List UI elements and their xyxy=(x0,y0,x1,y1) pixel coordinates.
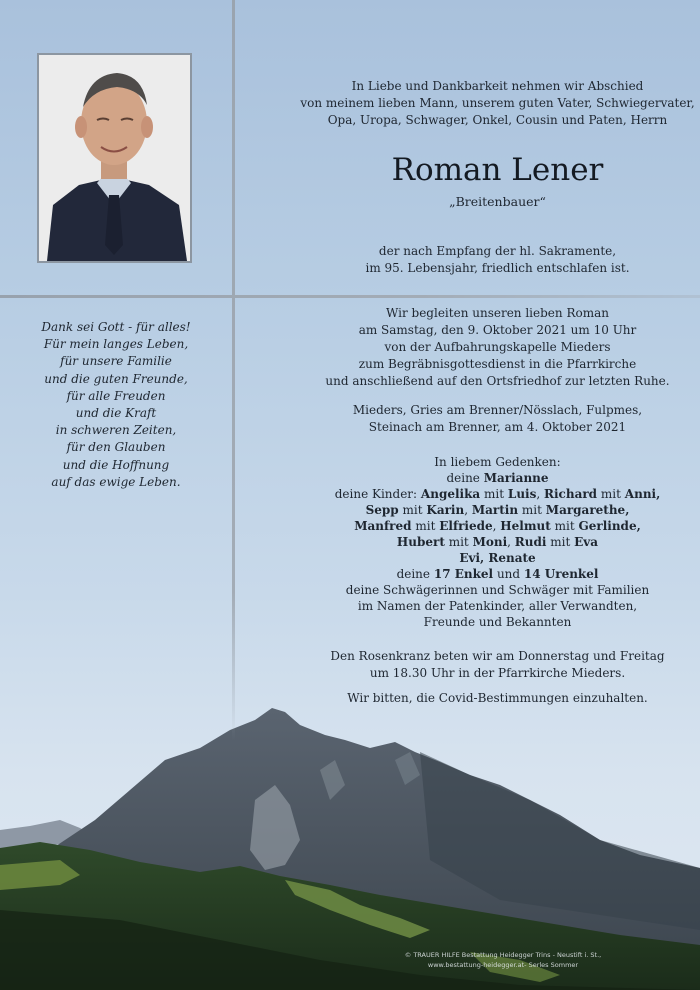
child-name: Hubert xyxy=(396,535,445,549)
child-name: Evi, Renate xyxy=(459,551,536,565)
poem-line: und die guten Freunde, xyxy=(44,371,188,386)
poem xyxy=(10,319,222,491)
poem-line: und die Kraft xyxy=(75,406,157,421)
child-name: Richard xyxy=(544,487,598,501)
mourners-grandchildren-line xyxy=(300,566,695,582)
children-prefix: deine Kinder: xyxy=(334,487,418,501)
child-name: Angelika xyxy=(420,487,481,501)
mit-word: mit xyxy=(550,535,571,549)
poem-line: für alle Freuden xyxy=(66,388,166,403)
deceased-nickname: „Breitenbauer“ xyxy=(449,194,546,209)
funeral-line: Wir begleiten unseren lieben Roman xyxy=(386,306,609,320)
partner-name: Eva xyxy=(574,535,599,549)
funeral-line: am Samstag, den 9. Oktober 2021 um 10 Uhr xyxy=(358,323,637,337)
poem-line: und die Hoffnung xyxy=(62,457,170,472)
place-and-date xyxy=(300,402,695,436)
funeral-details xyxy=(300,305,695,390)
child-name: Rudi xyxy=(514,535,547,549)
mourners-children-line xyxy=(300,550,695,566)
child-name: Sepp xyxy=(365,503,399,517)
intro-line: In Liebe und Dankbarkeit nehmen wir Abschied xyxy=(351,79,644,93)
partner-name: Moni xyxy=(472,535,508,549)
intro-line: Opa, Uropa, Schwager, Onkel, Cousin und Paten, Herrn xyxy=(327,113,668,127)
deceased-name: Roman Lener xyxy=(391,152,604,188)
wife-prefix: deine xyxy=(446,471,480,485)
great-grandchildren-count: 14 Urenkel xyxy=(523,567,599,581)
partner-name: Anni, xyxy=(624,487,661,501)
poem-line: auf das ewige Leben. xyxy=(51,474,181,489)
cross-vertical-bar xyxy=(232,0,235,740)
mit-word: mit xyxy=(521,503,542,517)
place-line: Mieders, Gries am Brenner/Nösslach, Fulpmes, xyxy=(352,403,643,417)
grand-prefix: deine xyxy=(396,567,431,581)
mit-word: mit xyxy=(484,487,505,501)
rosary-line: um 18.30 Uhr in der Pfarrkirche Mieders. xyxy=(369,666,626,680)
portrait-photo xyxy=(37,53,192,263)
mourners-children-line: deine Kinder: Angelika mit Luis, Richard mit Anni, xyxy=(334,487,661,501)
mourners-extra-line: Freunde und Bekannten xyxy=(423,615,572,629)
partner-name: Margarethe, xyxy=(545,503,630,517)
poem-line: für den Glauben xyxy=(66,440,166,455)
funeral-line: von der Aufbahrungskapelle Mieders xyxy=(384,340,611,354)
mourners-children-line: Sepp mit Karin, Martin mit Margarethe, xyxy=(365,503,630,517)
funeral-line: und anschließend auf den Ortsfriedhof zur letzten Ruhe. xyxy=(325,374,670,388)
mourners-wife-line xyxy=(300,470,695,486)
child-name: Helmut xyxy=(500,519,551,533)
death-line: im 95. Lebensjahr, friedlich entschlafen ist. xyxy=(365,261,630,275)
mourners-heading: In liebem Gedenken: xyxy=(434,455,561,469)
child-name: Manfred xyxy=(354,519,412,533)
covid-notice: Wir bitten, die Covid-Bestimmungen einzuhalten. xyxy=(347,691,648,705)
place-line: Steinach am Brenner, am 4. Oktober 2021 xyxy=(368,420,627,434)
mit-word: mit xyxy=(600,487,621,501)
intro-line: von meinem lieben Mann, unserem guten Vater, Schwiegervater, xyxy=(300,96,695,110)
mit-word: mit xyxy=(402,503,423,517)
mourners-extra-line: deine Schwägerinnen und Schwäger mit Familien xyxy=(345,583,650,597)
death-line: der nach Empfang der hl. Sakramente, xyxy=(378,244,617,258)
footer-line: www.bestattung-heidegger.at- Serles Sommer xyxy=(427,961,579,969)
cross-horizontal-bar xyxy=(0,295,700,298)
death-notice xyxy=(300,243,695,277)
mit-word: mit xyxy=(415,519,436,533)
poem-line: für unsere Familie xyxy=(60,354,172,369)
mit-word: mit xyxy=(448,535,469,549)
mountain-landscape-image xyxy=(0,690,700,990)
child-name: Martin xyxy=(471,503,519,517)
partner-name: Karin xyxy=(426,503,465,517)
and-word: und xyxy=(496,567,521,581)
rosary-notice xyxy=(300,648,695,682)
mourners-extra-line: im Namen der Patenkinder, aller Verwandten, xyxy=(357,599,638,613)
partner-name: Elfriede xyxy=(439,519,493,533)
mourners-list xyxy=(300,454,695,630)
partner-name: Gerlinde, xyxy=(578,519,641,533)
mourners-children-line: Hubert mit Moni, Rudi mit Eva xyxy=(396,535,599,549)
mit-word: mit xyxy=(554,519,575,533)
poem-line: in schweren Zeiten, xyxy=(55,423,177,438)
intro-text xyxy=(300,78,695,129)
rosary-line: Den Rosenkranz beten wir am Donnerstag und Freitag xyxy=(330,649,665,663)
footer-line: © TRAUER HILFE Bestattung Heidegger Trins - Neustift i. St., xyxy=(404,951,602,959)
mourners-children-line: Manfred mit Elfriede, Helmut mit Gerlinde, xyxy=(354,519,641,533)
grandchildren-count: 17 Enkel xyxy=(433,567,494,581)
footer-credit xyxy=(318,950,688,970)
poem-line: Dank sei Gott - für alles! xyxy=(41,320,191,334)
poem-line: Für mein langes Leben, xyxy=(43,337,189,352)
funeral-line: zum Begräbnisgottesdienst in die Pfarrkirche xyxy=(358,357,637,371)
wife-name: Marianne xyxy=(483,471,549,485)
partner-name: Luis xyxy=(507,487,537,501)
